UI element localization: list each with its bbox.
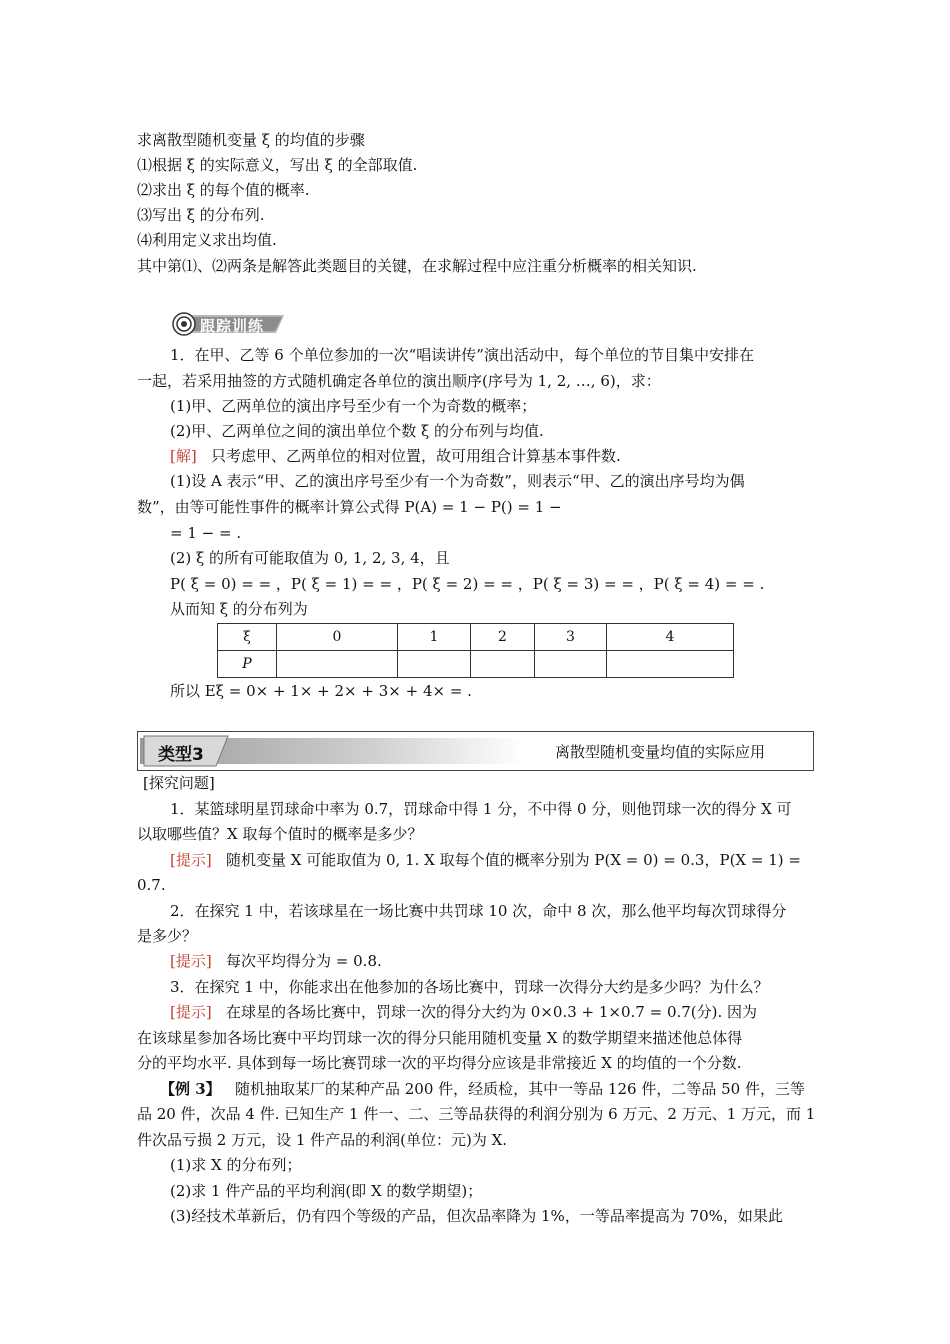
explore-q1-line1: 1．某篮球明星罚球命中率为 0.7，罚球命中得 1 分，不中得 0 分，则他罚球一次的得分 X 可 — [170, 800, 792, 818]
hint1-line — [170, 850, 801, 870]
example3-line2: 品 20 件，次品 4 件. 已知生产 1 件一、二、三等品获得的利润分别为 6 万元、2 万元、1 万元，而 1 — [137, 1105, 816, 1123]
table-cell — [607, 651, 734, 678]
table-cell: P — [218, 651, 277, 678]
summary-step-2: ⑵求出 ξ 的每个值的概率. — [137, 181, 310, 199]
sol1-line2: 数”，由等可能性事件的概率计算公式得 P(A) = 1 − P() = 1 − — [137, 498, 562, 516]
table-cell — [277, 651, 398, 678]
table-cell — [398, 651, 471, 678]
distribution-table — [217, 623, 734, 678]
hint-tag: [提示] — [170, 952, 212, 970]
explore-q3: 3．在探究 1 中，你能求出在他参加的各场比赛中，罚球一次得分大约是多少吗？为什么？ — [170, 978, 769, 996]
tracking-badge — [170, 312, 288, 336]
q1-line1: 1．在甲、乙等 6 个单位参加的一次“唱读讲传”演出活动中，每个单位的节目集中安排在 — [170, 346, 754, 364]
q1-line2: 一起，若采用抽签的方式随机确定各单位的演出顺序(序号为 1, 2, …, 6)，求： — [137, 372, 661, 390]
table-row — [218, 624, 734, 651]
q1-part2: (2)甲、乙两单位之间的演出单位个数 ξ 的分布列与均值. — [170, 422, 544, 440]
table-cell: 1 — [398, 624, 471, 651]
summary-note: 其中第⑴、⑵两条是解答此类题目的关键，在求解过程中应注重分析概率的相关知识. — [137, 257, 697, 275]
explore-heading: [探究问题] — [143, 774, 215, 792]
summary-step-3: ⑶写出 ξ 的分布列. — [137, 206, 265, 224]
explore-q2-line2: 是多少？ — [137, 927, 198, 945]
hint1-line2: 0.7. — [137, 876, 166, 894]
sol2-line2: P( ξ = 0) = = ，P( ξ = 1) = = ，P( ξ = 2) = = ，P( ξ = 3) = = ，P( ξ = 4) = = . — [170, 575, 765, 593]
sol2-line1: (2) ξ 的所有可能取值为 0, 1, 2, 3, 4，且 — [170, 549, 450, 567]
hint3-line3: 分的平均水平. 具体到每一场比赛罚球一次的平均得分应该是非常接近 X 的均值的一个分数. — [137, 1054, 742, 1072]
example3-text: 随机抽取某厂的某种产品 200 件，经质检，其中一等品 126 件，二等品 50 件，三等 — [234, 1080, 805, 1098]
type3-badge: 类型3 — [158, 745, 204, 765]
table-cell — [471, 651, 535, 678]
sol2-line3: 从而知 ξ 的分布列为 — [170, 600, 308, 618]
sol1-line1: (1)设 A 表示“甲、乙的演出序号至少有一个为奇数”，则表示“甲、乙的演出序号均为偶 — [170, 472, 745, 490]
hint-tag: [提示] — [170, 851, 212, 869]
table-cell: 4 — [607, 624, 734, 651]
solution-intro-line — [170, 446, 621, 466]
table-cell: 3 — [535, 624, 607, 651]
summary-step-4: ⑷利用定义求出均值. — [137, 231, 277, 249]
hint3-text: 在球星的各场比赛中，罚球一次的得分大约为 0×0.3 + 1×0.7 = 0.7(分). 因为 — [226, 1003, 758, 1021]
solution-intro: 只考虑甲、乙两单位的相对位置，故可用组合计算基本事件数. — [211, 447, 621, 465]
table-cell: 2 — [471, 624, 535, 651]
hint2-text: 每次平均得分为 = 0.8. — [226, 952, 382, 970]
explore-q2-line1: 2．在探究 1 中，若该球星在一场比赛中共罚球 10 次，命中 8 次，那么他平均每次罚球得分 — [170, 902, 787, 920]
q1-part1: (1)甲、乙两单位的演出序号至少有一个为奇数的概率； — [170, 397, 537, 415]
solution-tag: [解] — [170, 447, 197, 465]
tracking-badge-label: 跟踪训练 — [200, 317, 265, 335]
table-cell — [535, 651, 607, 678]
summary-title: 求离散型随机变量 ξ 的均值的步骤 — [137, 131, 365, 149]
hint-tag: [提示] — [170, 1003, 212, 1021]
expectation-line: 所以 Eξ = 0× + 1× + 2× + 3× + 4× = . — [170, 682, 472, 700]
example3-part1: (1)求 X 的分布列； — [170, 1156, 302, 1174]
example3-tag: 【例 3】 — [160, 1080, 221, 1098]
explore-q1-line2: 以取哪些值？X 取每个值时的概率是多少？ — [137, 825, 423, 843]
summary-step-1: ⑴根据 ξ 的实际意义，写出 ξ 的全部取值. — [137, 156, 418, 174]
table-cell: 0 — [277, 624, 398, 651]
hint3-line — [170, 1002, 757, 1022]
sol1-line3: = 1 − = . — [170, 524, 242, 542]
hint3-line2: 在该球星参加各场比赛中平均罚球一次的得分只能用随机变量 X 的数学期望来描述他总体得 — [137, 1029, 743, 1047]
hint2-line — [170, 951, 382, 971]
hint1-text: 随机变量 X 可能取值为 0, 1. X 取每个值的概率分别为 P(X = 0) = 0.3，P(X = 1) = — [226, 851, 801, 869]
type3-title: 离散型随机变量均值的实际应用 — [555, 743, 766, 761]
example3-part2: (2)求 1 件产品的平均利润(即 X 的数学期望)； — [170, 1182, 483, 1200]
table-cell: ξ — [218, 624, 277, 651]
type3-header — [137, 731, 814, 771]
example3-part3: (3)经技术革新后，仍有四个等级的产品，但次品率降为 1%，一等品率提高为 70%，如果此 — [170, 1207, 783, 1225]
example3-line3: 件次品亏损 2 万元，设 1 件产品的利润(单位：元)为 X. — [137, 1131, 508, 1149]
table-row — [218, 651, 734, 678]
example3-line1 — [160, 1079, 805, 1099]
